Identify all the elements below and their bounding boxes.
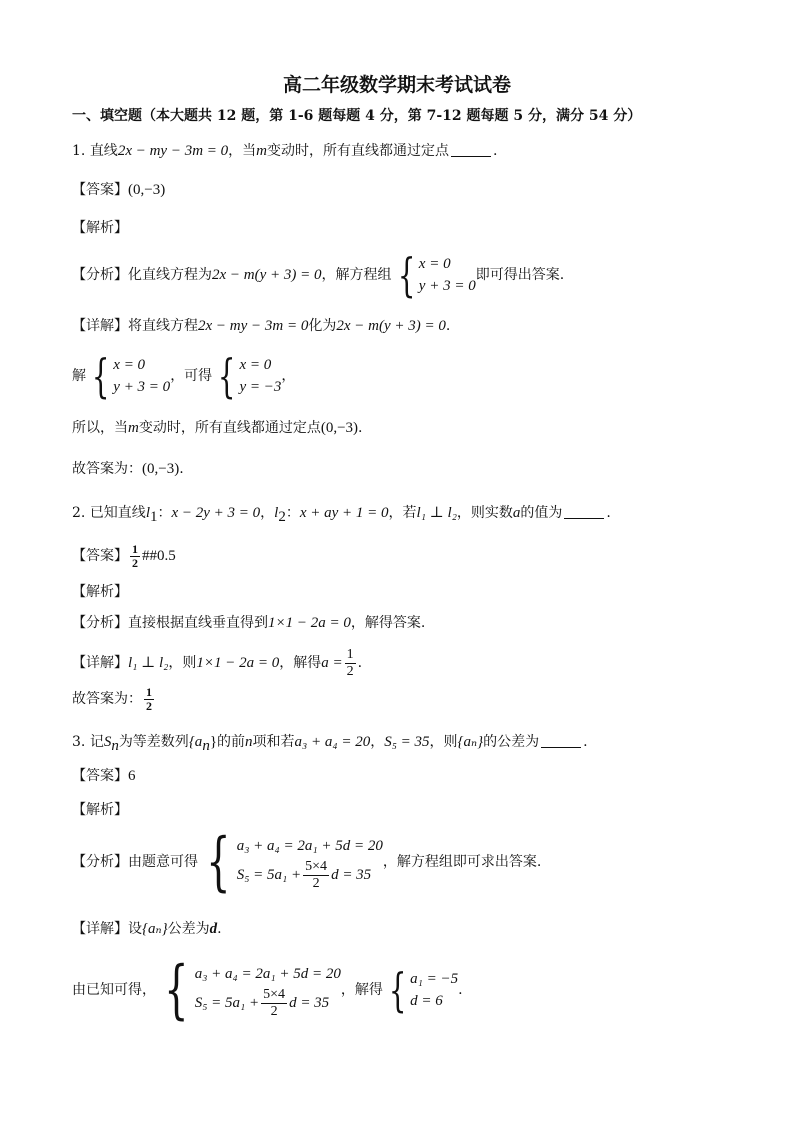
text: . [358, 420, 363, 436]
text: . [606, 505, 611, 521]
answer-value: ##0.5 [142, 548, 176, 564]
equation-part: S₅ = 5a₁ + [236, 866, 302, 883]
detail-line [72, 919, 222, 939]
text: ，解方程组 [321, 267, 392, 283]
math-fraction [345, 647, 356, 680]
math-equation: 2x − m(y + 3) = 0 [212, 267, 322, 283]
math-equation: x − 2y + 3 = 0 [171, 505, 261, 521]
math-variable: m [128, 420, 139, 436]
equation-row [195, 987, 341, 1020]
section-heading: 一、填空题（本大题共 12 题，第 1-6 题每题 4 分，第 7-12 题每题 5 分，满分 54 分） [72, 108, 642, 124]
answer-line [72, 180, 165, 200]
text: 故答案为： [72, 691, 142, 707]
text: . [179, 461, 184, 477]
answer-blank [451, 142, 491, 157]
math-subscript: 1 [149, 508, 158, 525]
question-number: 1. [72, 143, 86, 159]
equation-part: S₅ = 5a₁ + [194, 994, 260, 1011]
fenxi-tag: 【分析】 [72, 267, 128, 283]
analysis-tag: 【解析】 [72, 220, 128, 236]
question-3 [72, 732, 588, 756]
math-equation: 1×1 − 2a = 0 [196, 655, 280, 671]
text: . [458, 982, 463, 998]
question-text: ，当 [228, 143, 257, 159]
question-text: . [493, 143, 498, 159]
text: ，解得 [279, 655, 322, 671]
text: ，若 [388, 505, 417, 521]
math-expression: l₁ ⊥ l₂ [416, 505, 457, 521]
math-equation: S₅ = 35 [384, 734, 430, 750]
detail-tag: 【详解】 [72, 655, 128, 671]
equation-row [237, 859, 383, 892]
text: 的公差为 [483, 734, 540, 750]
text: ，解方程组即可求出答案. [382, 854, 542, 870]
math-fraction [303, 859, 329, 892]
text: ，可得 [170, 368, 213, 384]
math-variable: l [274, 505, 279, 521]
solve-line [72, 349, 296, 403]
text: 将直线方程 [128, 318, 198, 334]
math-sequence: {aₙ} [142, 921, 168, 937]
text: 公差为 [167, 921, 210, 937]
text: ， [370, 734, 385, 750]
equation-system: { a₁ = −5 d = 6 [388, 963, 459, 1017]
text: ， [281, 368, 296, 384]
text: 设 [128, 921, 142, 937]
denominator: 2 [270, 1003, 278, 1019]
math-sequence: {a [188, 734, 203, 750]
answer-line [72, 541, 176, 571]
denominator: 2 [312, 875, 320, 891]
equation-row: a₃ + a₄ = 2a₁ + 5d = 20 [236, 837, 383, 854]
denominator: 2 [346, 663, 354, 679]
page-title: 高二年级数学期末考试试卷 [282, 74, 511, 96]
final-answer-line [72, 683, 156, 715]
math-brace: } [209, 734, 218, 750]
equation-row: a₁ = −5 [410, 971, 459, 987]
equation-row: x = 0 [239, 357, 272, 373]
math-subscript: 2 [278, 508, 286, 525]
conclusion-line [72, 418, 363, 438]
equation-system: { x = 0 y + 3 = 0 [91, 349, 171, 403]
equation-system: { a₃ + a₄ = 2a₁ + 5d = 20 S₅ = 5a₁ + $\frac{5\times 4}{2}$ d = 35 [206, 825, 383, 899]
math-subscript: n [111, 737, 119, 754]
math-variable: l [145, 505, 150, 521]
equation-system: { x = 0 y + 3 = 0 [397, 248, 476, 302]
question-text: 已知直线 [89, 505, 146, 521]
text: 即可得出答案. [475, 267, 565, 283]
equation-row: x = 0 [418, 256, 451, 272]
math-variable: m [256, 143, 268, 159]
analysis-summary [72, 248, 565, 302]
text: . [583, 734, 588, 750]
text: 化直线方程为 [128, 267, 212, 283]
math-equation: 2x − my − 3m = 0 [117, 143, 229, 159]
text: . [445, 318, 451, 334]
text: 的值为 [520, 505, 563, 521]
detail-line [72, 645, 362, 681]
math-fraction [261, 987, 287, 1020]
text: ，解得 [340, 982, 383, 998]
math-point: (0,−3) [320, 420, 359, 436]
known-line [72, 953, 463, 1027]
text: ，解得答案. [350, 615, 426, 631]
text: ： [285, 505, 300, 521]
question-2 [72, 503, 611, 527]
text: 由已知可得， [72, 982, 156, 998]
final-answer-line [72, 459, 184, 479]
text: 解 [72, 368, 86, 384]
answer-fraction [144, 686, 154, 713]
question-number: 2. [72, 505, 86, 521]
text: 化为 [308, 318, 337, 334]
answer-blank [541, 733, 581, 748]
analysis-summary [72, 825, 542, 899]
question-text: 变动时，所有直线都通过定点 [267, 143, 450, 159]
answer-value: (0,−3) [128, 182, 166, 198]
math-equation: x + ay + 1 = 0 [299, 505, 389, 521]
text: 故答案为： [72, 461, 142, 477]
math-variable: n [245, 734, 253, 750]
question-text: 记 [89, 734, 104, 750]
equation-row: a₃ + a₄ = 2a₁ + 5d = 20 [194, 965, 341, 982]
answer-tag: 【答案】 [72, 548, 128, 564]
text: 所以，当 [72, 420, 128, 436]
math-expression: a = [321, 655, 343, 671]
math-variable: a [512, 505, 521, 521]
math-sequence: {aₙ} [457, 734, 484, 750]
numerator: 5×4 [263, 986, 286, 1002]
question-1 [72, 141, 497, 161]
fenxi-tag: 【分析】 [72, 615, 128, 631]
analysis-tag: 【解析】 [72, 802, 128, 818]
answer-value: (0,−3) [142, 461, 180, 477]
equation-row: y + 3 = 0 [113, 379, 171, 395]
question-number: 3. [72, 734, 86, 750]
math-variable: d [209, 921, 218, 937]
detail-line [72, 316, 450, 336]
text: 的前 [217, 734, 246, 750]
detail-tag: 【详解】 [72, 921, 128, 937]
denominator: 2 [146, 698, 152, 713]
detail-tag: 【详解】 [72, 318, 128, 334]
analysis-tag: 【解析】 [72, 584, 128, 600]
text: 变动时，所有直线都通过定点 [138, 420, 321, 436]
math-equation: 2x − my − 3m = 0 [198, 318, 309, 334]
text: ，则 [168, 655, 197, 671]
numerator: 1 [132, 541, 138, 556]
analysis-summary [72, 613, 425, 633]
numerator: 1 [146, 684, 152, 699]
text: . [217, 921, 222, 937]
answer-tag: 【答案】 [72, 182, 128, 198]
text: 由题意可得 [128, 854, 198, 870]
denominator: 2 [132, 555, 138, 570]
answer-blank [564, 504, 604, 519]
answer-fraction [130, 543, 140, 570]
answer-line [72, 766, 136, 786]
equation-row: d = 6 [410, 993, 443, 1009]
math-equation: 2x − m(y + 3) = 0 [336, 318, 446, 334]
text: ，则实数 [456, 505, 513, 521]
equation-system: { a₃ + a₄ = 2a₁ + 5d = 20 S₅ = 5a₁ + $\frac{5\times 4}{2}$ d = 35 [164, 953, 341, 1027]
equation-part: d = 35 [331, 866, 372, 883]
equation-system: { x = 0 y = −3 [218, 349, 282, 403]
answer-tag: 【答案】 [72, 768, 128, 784]
answer-value: 6 [128, 768, 136, 784]
text: . [357, 655, 363, 671]
numerator: 5×4 [305, 858, 328, 874]
math-subscript: n [202, 737, 210, 754]
text: 项和若 [252, 734, 295, 750]
text: 为等差数列 [118, 734, 189, 750]
text: ， [260, 505, 275, 521]
numerator: 1 [346, 646, 354, 662]
math-variable: S [103, 734, 112, 750]
fenxi-tag: 【分析】 [72, 854, 128, 870]
math-expression: l₁ ⊥ l₂ [128, 655, 169, 671]
equation-row: y = −3 [239, 379, 282, 395]
question-text: 直线 [89, 143, 118, 159]
equation-row: x = 0 [113, 357, 146, 373]
equation-part: d = 35 [289, 994, 330, 1011]
text: 直接根据直线垂直得到 [128, 615, 268, 631]
math-equation: 1×1 − 2a = 0 [268, 615, 351, 631]
equation-row: y + 3 = 0 [418, 278, 476, 294]
math-equation: a₃ + a₄ = 20 [294, 734, 371, 750]
text: ： [157, 505, 172, 521]
text: ，则 [429, 734, 458, 750]
